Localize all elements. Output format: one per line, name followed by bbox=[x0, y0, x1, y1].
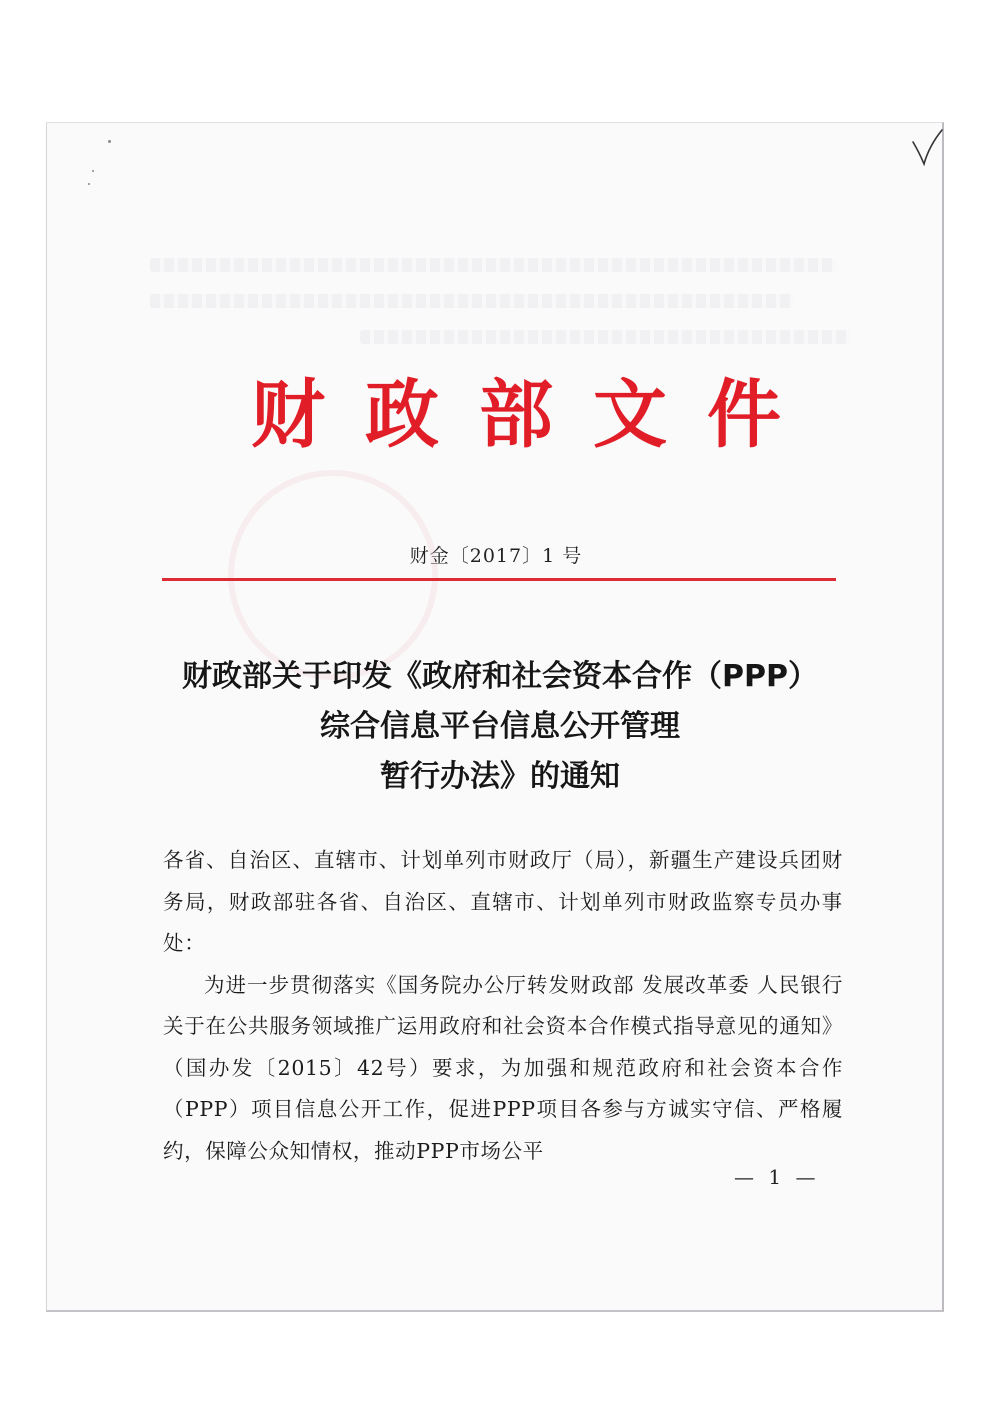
document-body bbox=[163, 840, 843, 1172]
body-paragraph: 为进一步贯彻落实《国务院办公厅转发财政部 发展改革委 人民银行关于在公共服务领域推广运用政府和社会资本合作模式指导意见的通知》（国办发〔2015〕42号）要求，为加强和规范政府和社会资本合作（PPP）项目信息公开工作，促进PPP项目各参与方诚实守信、严格履约，保障公众知情权，推动PPP市场公平 bbox=[163, 972, 843, 1163]
scan-speck bbox=[108, 140, 111, 143]
page-number: — 1 — bbox=[734, 1165, 820, 1189]
title-line: 财政部关于印发《政府和社会资本合作（PPP） bbox=[182, 659, 818, 694]
red-separator-line bbox=[162, 578, 836, 581]
addressee: 各省、自治区、直辖市、计划单列市财政厅（局），新疆生产建设兵团财务局，财政部驻各省、自治区、直辖市、计划单列市财政监察专员办事处： bbox=[163, 848, 843, 955]
title-line: 暂行办法》的通知 bbox=[380, 759, 620, 794]
document-number: 财金〔2017〕1 号 bbox=[409, 545, 583, 567]
title-line: 综合信息平台信息公开管理 bbox=[320, 709, 680, 744]
document-title bbox=[150, 652, 850, 802]
show-through-line bbox=[360, 330, 850, 344]
show-through-line bbox=[150, 294, 794, 308]
show-through-seal bbox=[228, 470, 438, 680]
masthead-title: 财政部文件 bbox=[251, 372, 821, 458]
show-through-line bbox=[150, 258, 836, 272]
handwritten-check-mark bbox=[910, 128, 944, 166]
scan-speck bbox=[92, 170, 94, 172]
scan-speck bbox=[88, 183, 90, 185]
